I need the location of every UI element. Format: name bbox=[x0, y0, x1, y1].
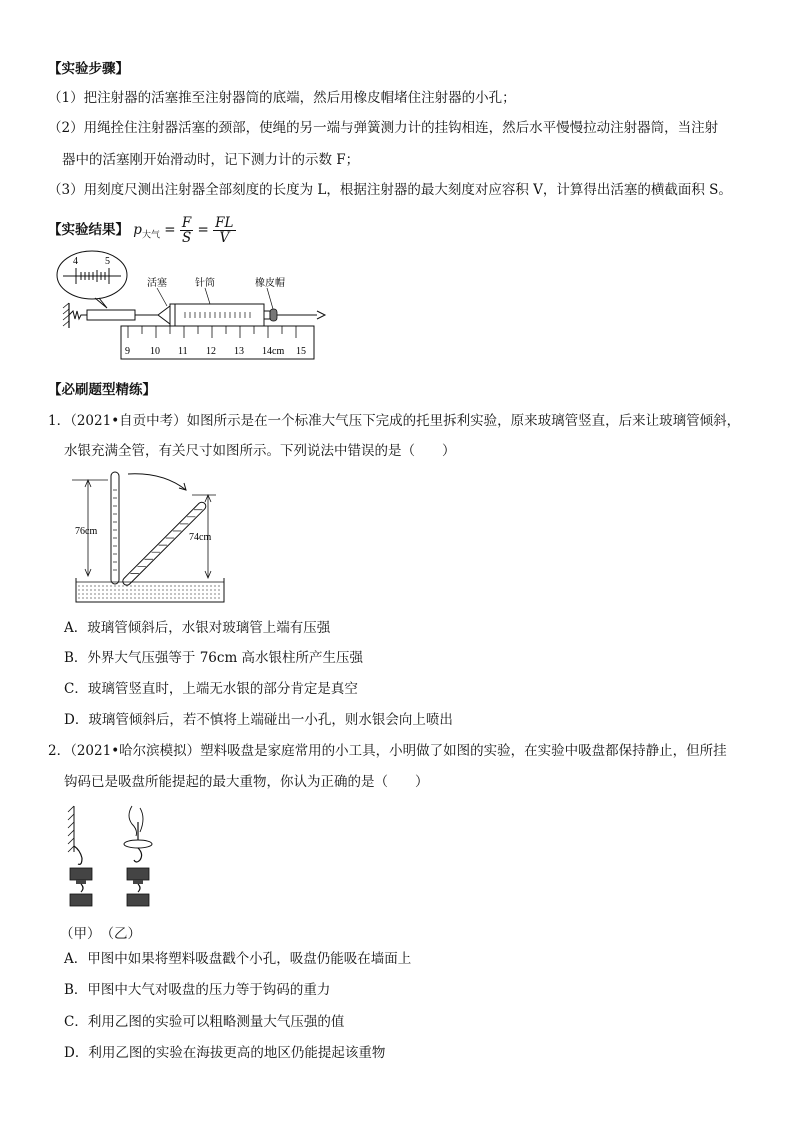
weight-jia-1 bbox=[70, 868, 92, 880]
label-76cm: 76cm bbox=[75, 526, 98, 537]
fraction-f-over-s bbox=[180, 216, 193, 245]
q2-option-d: D．利用乙图的实验在海拔更高的地区仍能提起该重物 bbox=[64, 1045, 386, 1061]
syringe-experiment-figure bbox=[55, 248, 330, 363]
pressure-symbol: p bbox=[133, 222, 142, 238]
q1-stem-line-2: 水银充满全管，有关尺寸如图所示。下列说法中错误的是（ ） bbox=[64, 443, 456, 459]
hook-jia bbox=[74, 846, 82, 858]
fraction-1-denominator: S bbox=[181, 230, 192, 246]
ruler-label-14cm: 14cm bbox=[262, 346, 285, 357]
q2-stem-line-2: 钩码已是吸盘所能提起的最大重物，你认为正确的是（ ） bbox=[64, 774, 429, 790]
step-3: （3）用刻度尺测出注射器全部刻度的长度为 L，根据注射器的最大刻度对应容积 V，计算得出活塞的横截面积 S。 bbox=[48, 182, 732, 198]
zoom-bubble bbox=[57, 251, 127, 299]
q1-option-a: A．玻璃管倾斜后，水银对玻璃管上端有压强 bbox=[64, 620, 331, 636]
torricelli-figure bbox=[68, 468, 238, 606]
steps-heading: 【实验步骤】 bbox=[48, 61, 129, 77]
fraction-fl-over-v bbox=[213, 216, 235, 245]
zoom-tick-4: 4 bbox=[73, 256, 78, 267]
weight-jia-2 bbox=[70, 894, 92, 906]
fraction-2-denominator: V bbox=[219, 230, 230, 246]
practice-heading: 【必刷题型精练】 bbox=[48, 382, 156, 398]
ruler-label-11: 11 bbox=[178, 346, 188, 357]
q2-option-b: B．甲图中大气对吸盘的压力等于钩码的重力 bbox=[64, 982, 331, 998]
ruler-label-15: 15 bbox=[296, 346, 306, 357]
q2-figure-labels: （甲） （乙） bbox=[60, 926, 141, 942]
q2-stem-line-1: 2．（2021•哈尔滨模拟）塑料吸盘是家庭常用的小工具，小明做了如图的实验，在实验中吸盘都保持静止，但所挂 bbox=[48, 743, 727, 759]
q1-option-b: B．外界大气压强等于 76cm 高水银柱所产生压强 bbox=[64, 650, 364, 666]
spring-hook bbox=[69, 311, 87, 319]
pressure-subscript: 大气 bbox=[141, 230, 160, 241]
piston-cone bbox=[158, 306, 170, 324]
fraction-2-numerator: FL bbox=[215, 215, 234, 231]
ruler-label-10: 10 bbox=[150, 346, 160, 357]
result-heading: 【实验结果】 bbox=[48, 222, 129, 238]
tilted-tube bbox=[121, 501, 207, 587]
q1-option-c: C．玻璃管竖直时，上端无水银的部分肯定是真空 bbox=[64, 681, 358, 697]
hand-yi bbox=[129, 806, 137, 836]
ruler-label-13: 13 bbox=[234, 346, 244, 357]
step-1: （1）把注射器的活塞推至注射器筒的底端，然后用橡皮帽堵住注射器的小孔； bbox=[48, 90, 516, 106]
fraction-1-numerator: F bbox=[181, 215, 192, 231]
q1-stem-line-1: 1．（2021•自贡中考）如图所示是在一个标准大气压下完成的托里拆利实验，原来玻璃管竖直，后来让玻璃管倾斜， bbox=[48, 413, 741, 429]
vertical-tube bbox=[111, 472, 119, 584]
q1-option-d: D．玻璃管倾斜后，若不慎将上端碰出一小孔，则水银会向上喷出 bbox=[64, 712, 453, 728]
equals-2: = bbox=[197, 222, 209, 238]
zoom-tick-5: 5 bbox=[105, 256, 110, 267]
step-2-line-2: 器中的活塞刚开始滑动时，记下测力计的示数 F； bbox=[62, 152, 360, 168]
rotation-arrow bbox=[128, 474, 186, 490]
syringe-nozzle bbox=[264, 311, 270, 319]
result-formula bbox=[48, 216, 236, 245]
equals-1: = bbox=[164, 222, 176, 238]
ruler-label-9: 9 bbox=[125, 346, 130, 357]
suction-cup-figure bbox=[60, 802, 170, 914]
q2-option-c: C．利用乙图的实验可以粗略测量大气压强的值 bbox=[64, 1014, 345, 1030]
hook-yi bbox=[134, 848, 142, 862]
spring-scale bbox=[87, 310, 135, 320]
label-barrel: 针筒 bbox=[195, 278, 215, 289]
step-2-line-1: （2）用绳拴住注射器活塞的颈部，使绳的另一端与弹簧测力计的挂钩相连，然后水平慢慢拉动注射器筒，当注射 bbox=[48, 120, 719, 136]
weight-yi-2 bbox=[127, 894, 149, 906]
q2-option-a: A．甲图中如果将塑料吸盘戳个小孔，吸盘仍能吸在墙面上 bbox=[64, 951, 412, 967]
label-cap: 橡皮帽 bbox=[255, 278, 285, 289]
rubber-cap bbox=[270, 309, 277, 321]
label-74cm: 74cm bbox=[189, 532, 212, 543]
label-piston: 活塞 bbox=[147, 278, 167, 289]
ruler-label-12: 12 bbox=[206, 346, 216, 357]
suction-cup-yi bbox=[124, 840, 152, 848]
weight-yi-1 bbox=[127, 868, 149, 880]
